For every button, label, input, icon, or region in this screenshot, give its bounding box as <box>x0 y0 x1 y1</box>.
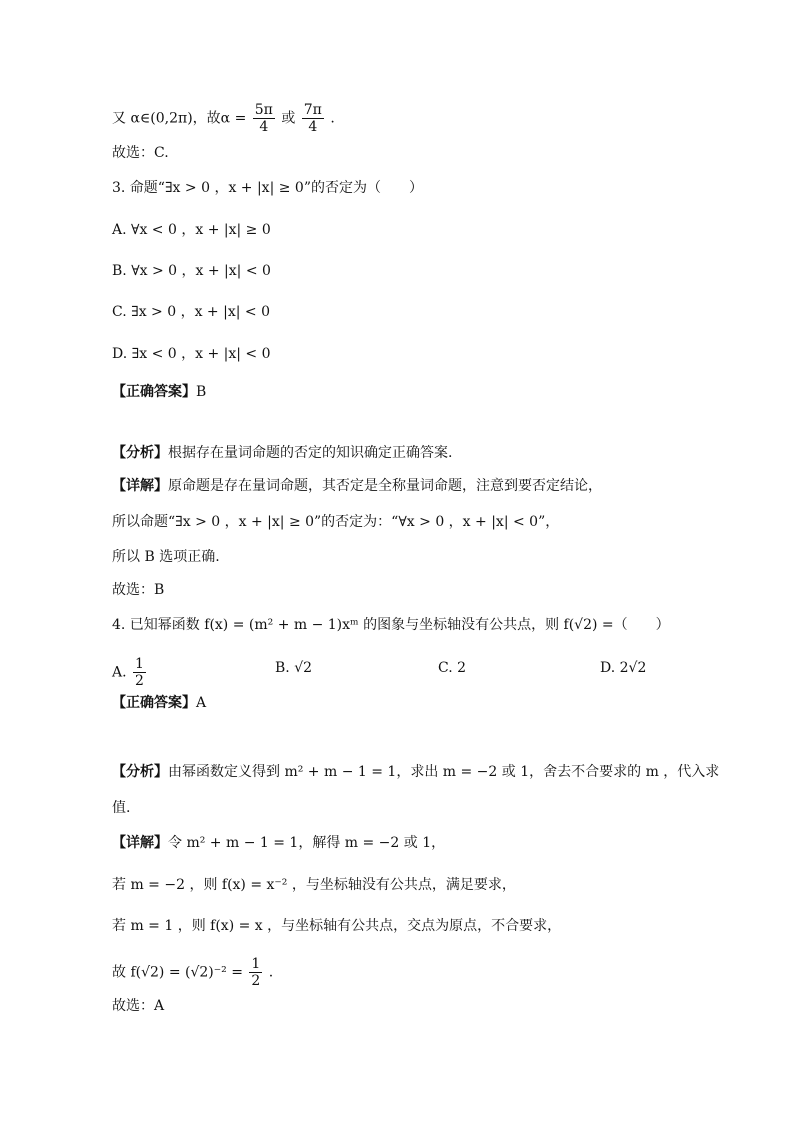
q2-end: . <box>330 110 335 127</box>
q4-analysis <box>112 762 719 782</box>
q2-prefix: 又 <box>112 110 126 127</box>
q4-detail-line4-prefix: 故 f(√2) = (√2)⁻² = <box>112 964 243 981</box>
q3-analysis-label: 【分析】 <box>112 445 168 461</box>
q4-detail-text: 令 m² + m − 1 = 1，解得 m = −2 或 1， <box>168 835 446 851</box>
q3-detail <box>112 476 602 496</box>
q4-analysis-text: 由幂函数定义得到 m² + m − 1 = 1，求出 m = −2 或 1，舍去不合要求的 m ，代入求 <box>168 764 720 780</box>
q3-correct-value: B <box>196 384 207 400</box>
q4-option-a <box>112 656 148 689</box>
q4-analysis-line2: 值. <box>112 800 131 816</box>
q3-detail-line3: 所以 B 选项正确. <box>112 549 220 565</box>
q2-or: 或 <box>281 110 296 127</box>
q4-analysis-label: 【分析】 <box>112 764 168 780</box>
q4-option-a-fraction: $\frac{1}{2}$ <box>135 656 144 689</box>
q4-option-d: D. 2√2 <box>600 660 647 676</box>
q4-detail-label: 【详解】 <box>112 835 168 851</box>
q3-option-a: A. ∀x < 0 ，x + |x| ≥ 0 <box>112 222 271 238</box>
q3-stem: 3. 命题“∃x > 0 ，x + |x| ≥ 0”的否定为（ ） <box>112 180 423 196</box>
q4-option-b: B. √2 <box>275 660 313 676</box>
q2-fraction-5pi-4: $\frac{5\pi}{4}$ <box>254 102 273 135</box>
q4-detail-line4-end: . <box>268 964 274 981</box>
q2-solution-line <box>112 102 335 135</box>
q4-correct-value: A <box>196 695 207 711</box>
q3-correct-label: 【正确答案】 <box>112 384 196 400</box>
q3-option-d: D. ∃x < 0 ，x + |x| < 0 <box>112 346 271 362</box>
q4-detail <box>112 833 445 853</box>
q4-detail-line4 <box>112 956 273 989</box>
q4-option-a-label: A. <box>112 664 127 681</box>
q4-option-c: C. 2 <box>438 660 467 676</box>
q3-answer-line: 故选：B <box>112 582 165 598</box>
q4-answer-line: 故选：A <box>112 998 165 1014</box>
q3-analysis <box>112 443 452 463</box>
q4-detail-line3: 若 m = 1 ，则 f(x) = x ，与坐标轴有公共点，交点为原点，不合要求， <box>112 918 562 934</box>
q3-detail-text: 原命题是存在量词命题，其否定是全称量词命题，注意到要否定结论， <box>168 478 602 494</box>
q4-stem: 4. 已知幂函数 f(x) = (m² + m − 1)xᵐ 的图象与坐标轴没有公共点，则 f(√2) =（ ） <box>112 617 670 633</box>
q4-detail-fraction: $\frac{1}{2}$ <box>251 956 261 989</box>
q4-correct-answer <box>112 693 206 713</box>
q4-detail-line2: 若 m = −2 ，则 f(x) = x⁻² ，与坐标轴没有公共点，满足要求， <box>112 877 516 893</box>
q3-option-c: C. ∃x > 0 ，x + |x| < 0 <box>112 304 270 320</box>
q4-correct-label: 【正确答案】 <box>112 695 196 711</box>
q3-correct-answer <box>112 382 206 402</box>
q2-fraction-7pi-4: $\frac{7\pi}{4}$ <box>303 102 322 135</box>
q2-domain: α∈(0,2π)，故α = <box>130 110 247 127</box>
q2-answer-line: 故选：C. <box>112 145 169 161</box>
q3-detail-line2: 所以命题“∃x > 0 ，x + |x| ≥ 0”的否定为：“∀x > 0 ，x + |x| < 0”， <box>112 514 560 530</box>
q3-option-b: B. ∀x > 0 ，x + |x| < 0 <box>112 263 271 279</box>
q3-analysis-text: 根据存在量词命题的否定的知识确定正确答案. <box>168 445 453 461</box>
q3-detail-label: 【详解】 <box>112 478 168 494</box>
